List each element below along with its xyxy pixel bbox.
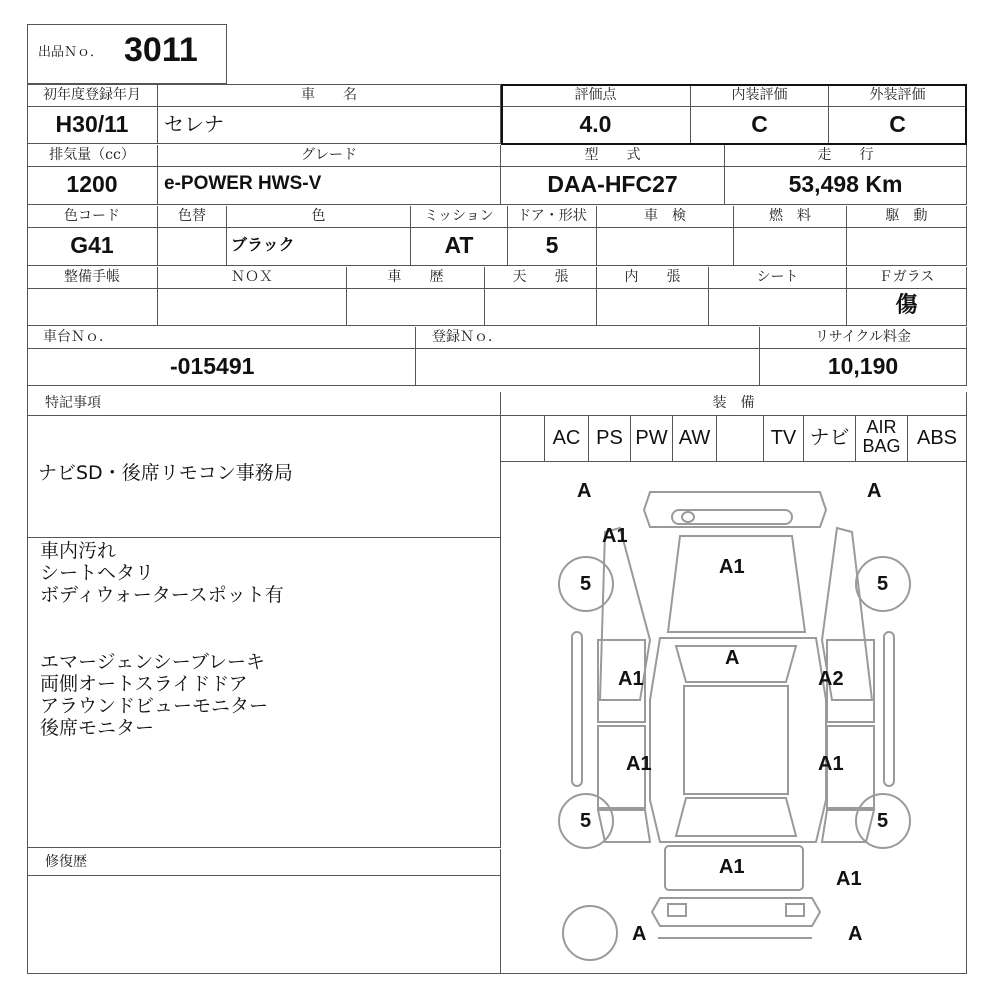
- label-reg-date: 初年度登録年月: [27, 85, 158, 107]
- label-door-shape: ドア・形状: [508, 206, 597, 228]
- mark-right-rear-quarter: A1: [836, 868, 862, 890]
- grade-value: e-POWER HWS-V: [158, 167, 501, 205]
- notes-line: 車内汚れ: [40, 540, 117, 562]
- interior-trim-value: [597, 289, 709, 326]
- color-change-value: [158, 228, 227, 266]
- equip-tv: TV: [764, 416, 804, 462]
- lot-box: [27, 24, 227, 84]
- history-value: [347, 289, 485, 326]
- equip-airbag: AIR BAG: [856, 416, 908, 462]
- label-grade: グレード: [158, 145, 501, 167]
- equip-blank-1: [501, 416, 545, 462]
- label-score: 評価点: [501, 85, 691, 107]
- door-shape-value: 5: [508, 228, 597, 266]
- equip-ac: AC: [545, 416, 589, 462]
- mark-hood: A1: [719, 556, 745, 578]
- notes-line: エマージェンシーブレーキ: [40, 651, 266, 673]
- label-mission: ミッション: [411, 206, 508, 228]
- shaken-value: [597, 228, 734, 266]
- equip-navi: ナビ: [804, 416, 856, 462]
- notes-line: 両側オートスライドドア: [40, 673, 248, 695]
- label-interior-trim: 内 張: [597, 267, 709, 289]
- color-value: ブラック: [227, 228, 411, 266]
- label-f-glass: Ｆガラス: [847, 267, 967, 289]
- maintenance-value: [27, 289, 158, 326]
- label-roof: 天 張: [485, 267, 597, 289]
- tire-rear-right-value: 5: [877, 810, 889, 832]
- label-color-change: 色替: [158, 206, 227, 228]
- label-chassis-no: 車台Ｎｏ．: [27, 327, 416, 349]
- mark-left-rear-door: A1: [626, 753, 652, 775]
- label-model: 型 式: [501, 145, 725, 167]
- label-car-name: 車 名: [158, 85, 501, 107]
- mark-front-left-fender: A1: [602, 525, 628, 547]
- lot-label: 出品Ｎｏ．: [38, 45, 104, 60]
- mark-front-right-corner: A: [867, 480, 882, 502]
- label-shaken: 車 検: [597, 206, 734, 228]
- reg-no-value: [416, 349, 760, 386]
- exterior-value: C: [829, 107, 967, 144]
- chassis-no-value: -015491: [27, 349, 416, 386]
- mark-roof: A: [725, 647, 740, 669]
- diagram-box: [501, 462, 967, 974]
- label-drive: 駆 動: [847, 206, 967, 228]
- label-mileage: 走 行: [725, 145, 967, 167]
- label-displacement: 排気量（cc）: [27, 145, 158, 167]
- model-value: DAA-HFC27: [501, 167, 725, 205]
- label-color-code: 色コード: [27, 206, 158, 228]
- score-frame: [501, 84, 967, 145]
- label-history: 車 歴: [347, 267, 485, 289]
- mark-rear-right-corner: A: [848, 923, 863, 945]
- notes-line: [40, 629, 284, 651]
- equip-pw: PW: [631, 416, 673, 462]
- notes-line: 後席モニター: [40, 717, 155, 739]
- color-code-value: G41: [27, 228, 158, 266]
- label-repair-history: 修復歴: [27, 849, 501, 876]
- equip-aw: AW: [673, 416, 717, 462]
- label-equipment: 装 備: [501, 392, 967, 416]
- notes-line: [40, 606, 284, 629]
- label-seat: シート: [709, 267, 847, 289]
- nox-value: [158, 289, 347, 326]
- label-exterior: 外装評価: [829, 85, 967, 107]
- label-nox: ＮＯＸ: [158, 267, 347, 289]
- mark-rear-left-corner: A: [632, 923, 647, 945]
- label-color: 色: [227, 206, 411, 228]
- mark-right-rear-door: A1: [818, 753, 844, 775]
- notes-line: シートヘタリ: [40, 562, 155, 584]
- interior-value: C: [691, 107, 829, 144]
- notes-line: アラウンドビューモニター: [40, 695, 269, 717]
- mark-tailgate: A1: [719, 856, 745, 878]
- mark-front-left-corner: A: [577, 480, 592, 502]
- notes-top-text: ナビSD・後席リモコン事務局: [38, 462, 293, 484]
- drive-value: [847, 228, 967, 266]
- reg-date-value: H30/11: [27, 107, 158, 144]
- f-glass-value: 傷: [847, 289, 967, 326]
- label-maintenance: 整備手帳: [27, 267, 158, 289]
- label-fuel: 燃 料: [734, 206, 847, 228]
- mission-value: AT: [411, 228, 508, 266]
- label-reg-no: 登録Ｎｏ．: [416, 327, 760, 349]
- car-name-value: セレナ: [158, 107, 501, 144]
- tire-front-right-value: 5: [877, 573, 889, 595]
- notes-main-list: [40, 540, 284, 739]
- recycle-fee-value: 10,190: [760, 349, 967, 386]
- equip-ps: PS: [589, 416, 631, 462]
- seat-value: [709, 289, 847, 326]
- mileage-value: 53,498 Km: [725, 167, 967, 205]
- tire-front-left-value: 5: [580, 573, 592, 595]
- mark-right-front-door: A2: [818, 668, 844, 690]
- notes-line: ボディウォータースポット有: [40, 584, 284, 606]
- equip-abs: ABS: [908, 416, 967, 462]
- label-recycle-fee: リサイクル料金: [760, 327, 967, 349]
- label-interior: 内装評価: [691, 85, 829, 107]
- repair-history-box: [27, 876, 501, 974]
- displacement-value: 1200: [27, 167, 158, 205]
- score-value: 4.0: [501, 107, 691, 144]
- roof-value: [485, 289, 597, 326]
- fuel-value: [734, 228, 847, 266]
- equip-blank-2: [717, 416, 764, 462]
- tire-rear-left-value: 5: [580, 810, 592, 832]
- label-special-notes: 特記事項: [27, 392, 501, 416]
- lot-number: 3011: [124, 31, 198, 69]
- mark-left-front-door: A1: [618, 668, 644, 690]
